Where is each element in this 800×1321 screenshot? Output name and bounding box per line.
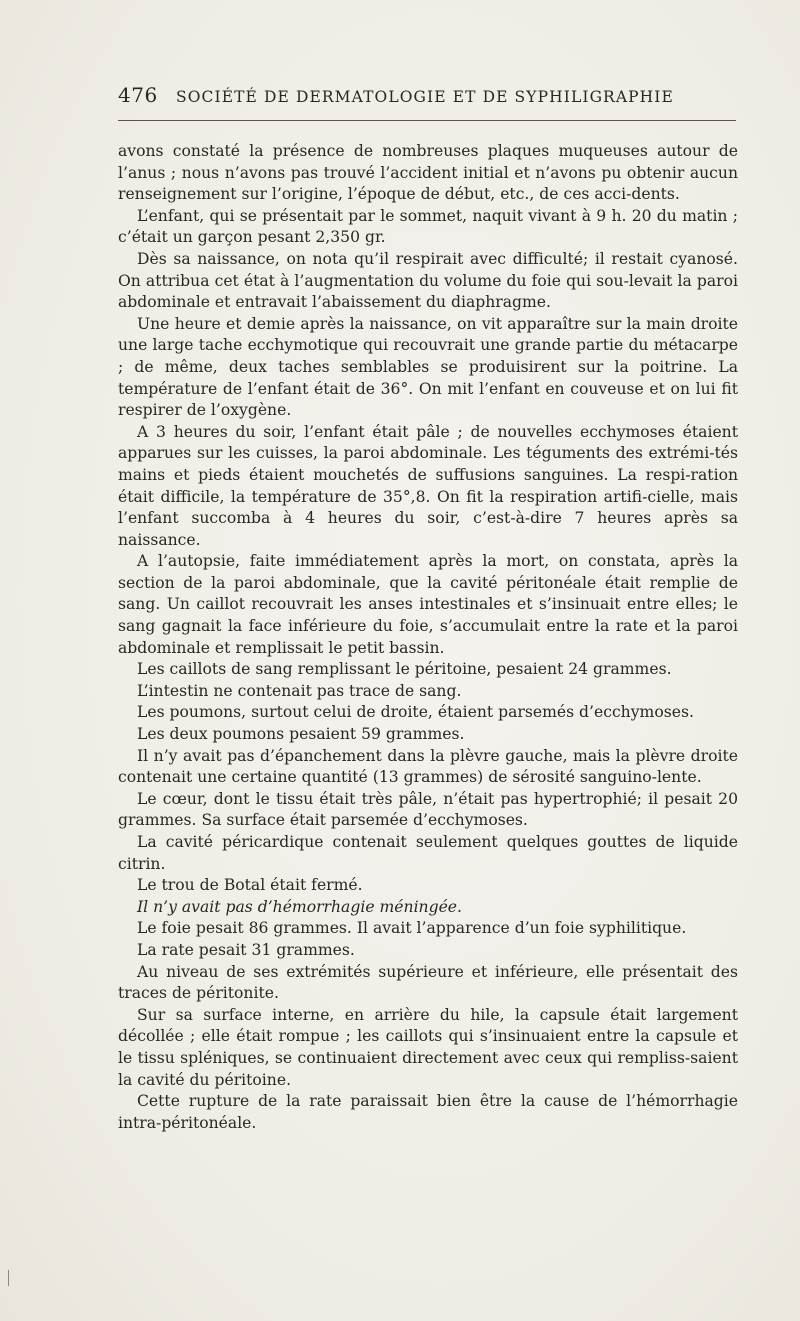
paragraph: Au niveau de ses extrémités supérieure et inférieure, elle présentait des traces de péritonite. xyxy=(118,962,738,1003)
paragraph-italic: Il n’y avait pas d’hémorrhagie méningée. xyxy=(137,897,462,916)
page-number: 476 xyxy=(118,83,158,107)
paragraph: Les poumons, surtout celui de droite, étaient parsemés d’ecchymoses. xyxy=(137,703,694,722)
header-rule xyxy=(118,120,736,121)
paragraph: Les caillots de sang remplissant le péritoine, pesaient 24 grammes. xyxy=(137,660,672,679)
paragraph: L’enfant, qui se présentait par le sommet, naquit vivant à 9 h. 20 du matin ; c’était un garçon pesant 2,350 gr. xyxy=(118,206,738,247)
paragraph: La rate pesait 31 grammes. xyxy=(137,940,355,959)
paragraph: La cavité péricardique contenait seulement quelques gouttes de liquide citrin. xyxy=(118,833,738,873)
paragraph: Il n’y avait pas d’épanchement dans la plèvre gauche, mais la plèvre droite contenait une certaine quantité (13 grammes) de sérosité sanguino-lente. xyxy=(118,746,738,787)
paragraph: Le foie pesait 86 grammes. Il avait l’apparence d’un foie syphilitique. xyxy=(137,919,687,938)
paragraph: Une heure et demie après la naissance, on vit apparaître sur la main droite une large tache ecchymotique qui recouvrait une grande partie du métacarpe ; de même, deux taches semblables se produisirent sur la poitrine. La température de l’enfant était de 36°. On mit l’enfant en couveuse et on lui fit respirer de l’oxygène. xyxy=(118,314,738,420)
paragraph: Le trou de Botal était fermé. xyxy=(137,876,363,895)
paragraph: A l’autopsie, faite immédiatement après la mort, on constata, après la section de la paroi abdominale, que la cavité péritonéale était remplie de sang. Un caillot recouvrait les anses intestinales et s’insinuait entre elles; le sang gagnait la face inférieure du foie, s’accumulait entre la rate et la paroi abdominale et remplissait le petit bassin. xyxy=(118,552,738,657)
paragraph: Les deux poumons pesaient 59 grammes. xyxy=(137,725,465,744)
running-head: SOCIÉTÉ DE DERMATOLOGIE ET DE SYPHILIGRAPHIE xyxy=(176,88,674,106)
page-header xyxy=(118,83,738,113)
paragraph: Sur sa surface interne, en arrière du hile, la capsule était largement décollée ; elle était rompue ; les caillots qui s’insinuaient entre la capsule et le tissu spléniques, se continuaient directement avec ceux qui rempliss-saient la cavité du péritoine. xyxy=(118,1005,738,1089)
margin-mark xyxy=(8,1270,9,1286)
body-text xyxy=(118,141,738,1134)
paragraph: Le cœur, dont le tissu était très pâle, n’était pas hypertrophié; il pesait 20 grammes. Sa surface était parsemée d’ecchymoses. xyxy=(118,789,738,830)
paragraph: A 3 heures du soir, l’enfant était pâle ; de nouvelles ecchymoses étaient apparues sur les cuisses, la paroi abdominale. Les téguments des extrémi-tés mains et pieds étaient mouchetés de suffusions sanguines. La respi-ration était difficile, la température de 35°,8. On fit la respiration artifi-cielle, mais l’enfant succomba à 4 heures du soir, c’est-à-dire 7 heures après sa naissance. xyxy=(118,422,738,549)
paragraph: Cette rupture de la rate paraissait bien être la cause de l’hémorrhagie intra-péritonéale. xyxy=(118,1092,738,1132)
paragraph-continued: avons constaté la présence de nombreuses plaques muqueuses autour de l’anus ; nous n’avons pas trouvé l’accident initial et n’avons pu obtenir aucun renseignement sur l’origine, l’époque de début, etc., de ces acci-dents. xyxy=(118,142,738,204)
paragraph: L’intestin ne contenait pas trace de sang. xyxy=(137,681,462,700)
paragraph: Dès sa naissance, on nota qu’il respirait avec difficulté; il restait cyanosé. On attribua cet état à l’augmentation du volume du foie qui sou-levait la paroi abdominale et entravait l’abaissement du diaphragme. xyxy=(118,249,738,312)
